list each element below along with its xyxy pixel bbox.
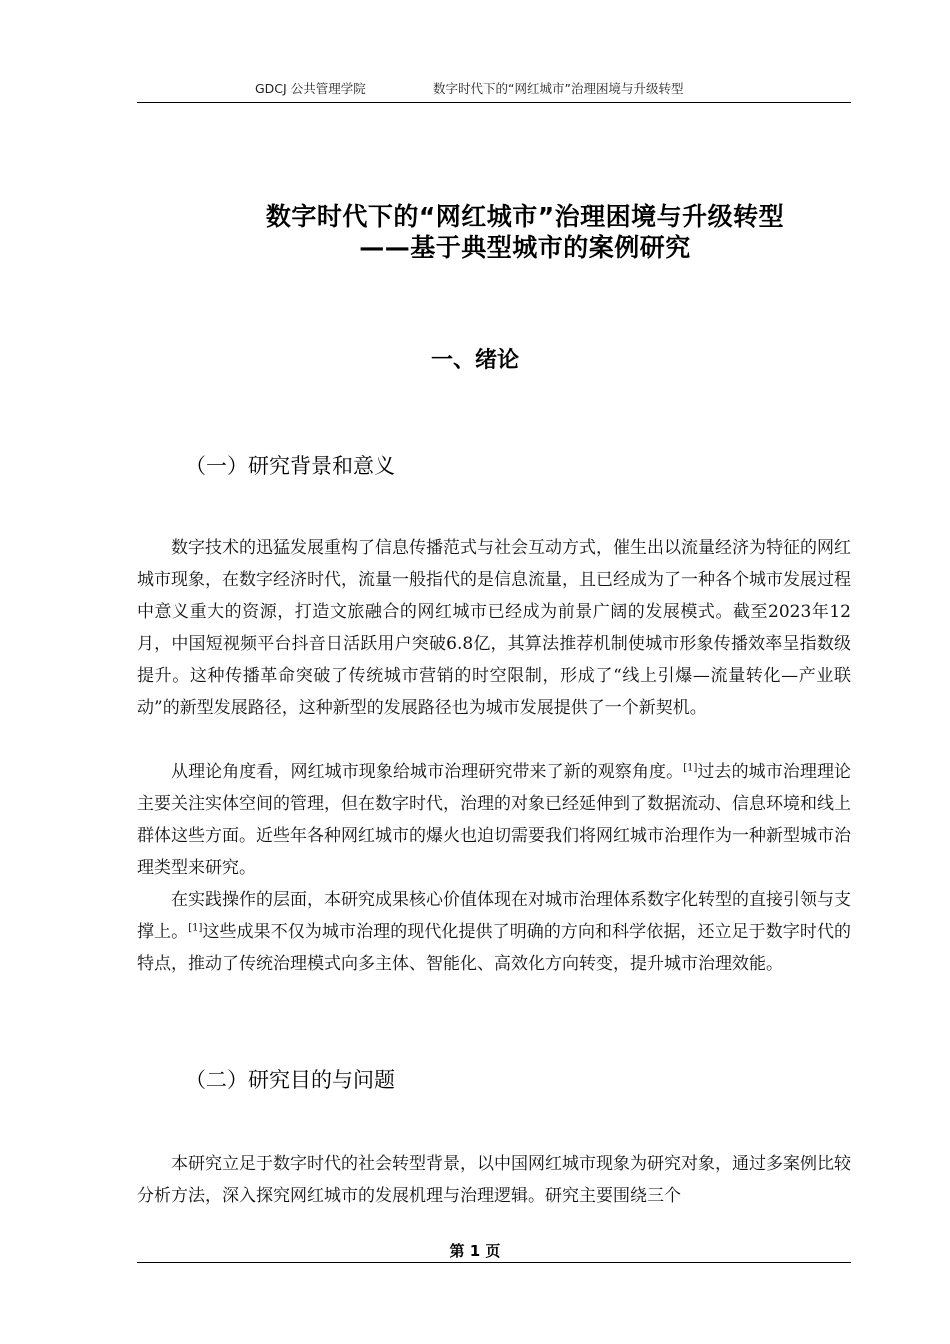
page-header [137, 72, 851, 103]
document-title: 数字时代下的“网红城市”治理困境与升级转型 [265, 202, 785, 231]
page-number: 第 1 页 [449, 1242, 501, 1260]
citation-ref: [1] [683, 762, 698, 774]
paragraph-practice-text-b: 这些成果不仅为城市治理的现代化提供了明确的方向和科学依据，还立足于数字时代的特点，推动了传统治理模式向多主体、智能化、高效化方向转变，提升城市治理效能。 [137, 922, 852, 974]
header-school: GDCJ 公共管理学院 [255, 81, 366, 96]
paragraph-practice [137, 884, 851, 980]
paragraph-purpose: 本研究立足于数字时代的社会转型背景，以中国网红城市现象为研究对象，通过多案例比较分析方法，深入探究网红城市的发展机理与治理逻辑。研究主要围绕三个 [137, 1154, 851, 1206]
paragraph-theory-text-a: 从理论角度看，网红城市现象给城市治理研究带来了新的观察角度。 [171, 762, 684, 782]
paragraph-theory-text-b: 过去的城市治理理论主要关注实体空间的管理，但在数字时代，治理的对象已经延伸到了数据流动、信息环境和线上群体这些方面。近些年各种网红城市的爆火也迫切需要我们将网红城市治理作为一种新型城市治理类型来研究。 [137, 762, 852, 878]
subsection-heading-background: （一）研究背景和意义 [185, 454, 395, 478]
paragraph-practice-text-a: 在实践操作的层面，本研究成果核心价值体现在对城市治理体系数字化转型的直接引领与支撑上。 [137, 890, 851, 942]
paragraph-background: 数字技术的迅猛发展重构了信息传播范式与社会互动方式，催生出以流量经济为特征的网红城市现象，在数字经济时代，流量一般指代的是信息流量，且已经成为了一种各个城市发展过程中意义重大的资源，打造文旅融合的网红城市已经成为前景广阔的发展模式。截至2023年12月，中国短视频平台抖音日活跃用户突破6.8亿，其算法推荐机制使城市形象传播效率呈指数级提升。这种传播革命突破了传统城市营销的时空限制，形成了“线上引爆—流量转化—产业联动”的新型发展路径，这种新型的发展路径也为城市发展提供了一个新契机。 [137, 538, 851, 718]
header-title: 数字时代下的“网红城市”治理困境与升级转型 [433, 81, 684, 96]
footer-divider [137, 1262, 851, 1263]
paragraph-theory [137, 756, 851, 884]
citation-ref: [1] [188, 922, 203, 934]
subsection-heading-purpose: （二）研究目的与问题 [185, 1068, 395, 1092]
document-subtitle: ——基于典型城市的案例研究 [359, 233, 691, 262]
section-heading-intro: 一、绪论 [430, 348, 519, 373]
